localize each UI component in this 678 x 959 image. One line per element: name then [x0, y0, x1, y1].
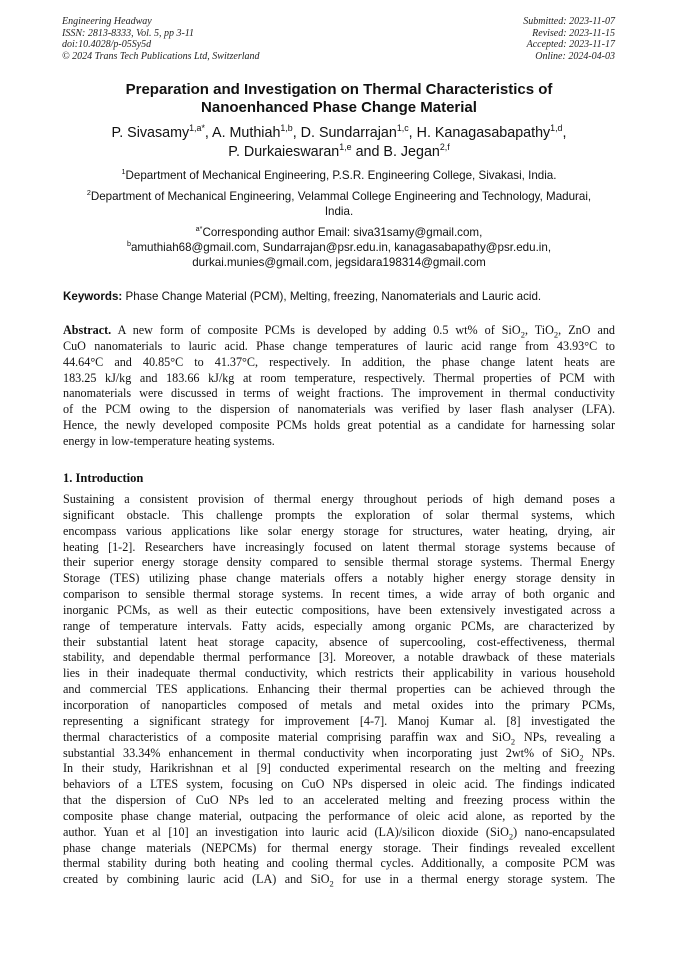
body-text: NPs.	[583, 745, 615, 760]
abstract-line	[63, 323, 615, 339]
subscript: 2	[508, 831, 514, 842]
abstract-line: energy in low-temperature heating systems.	[63, 433, 275, 448]
title-line: Nanoenhanced Phase Change Material	[201, 99, 477, 116]
affiliation-2	[60, 189, 618, 219]
body-text: ) nano-encapsulated	[513, 824, 616, 839]
author-name: B. Jegan	[383, 144, 440, 160]
email-line	[60, 225, 618, 240]
abstract-text: , ZnO and	[558, 323, 616, 337]
body-line	[63, 825, 615, 841]
abstract	[63, 323, 615, 450]
body-line: comparison to sensible thermal storage systems. In recent times, a wide array of both organic and	[63, 587, 615, 602]
author-affiliation-marker: 2,f	[439, 142, 450, 153]
keywords-label: Keywords:	[63, 290, 123, 303]
body-line	[63, 746, 615, 762]
journal-copyright: © 2024 Trans Tech Publications Ltd, Switzerland	[62, 50, 260, 62]
introduction-body	[63, 492, 615, 888]
abstract-line: 44.64°C and 40.85°C to 41.37°C, respectively. In addition, the phase change latent heats are	[63, 354, 615, 369]
abstract-line: nanomaterials were discussed in terms of weight fractions. The improvement in thermal conductivity	[63, 386, 615, 401]
affiliation-text: Department of Mechanical Engineering, Velammal College Engineering and Technology, Madurai,	[90, 190, 592, 203]
affiliation-text: Department of Mechanical Engineering, P.S.R. Engineering College, Sivakasi, India.	[125, 169, 557, 182]
author-name: P. Durkaieswaran	[228, 144, 340, 160]
subscript: 2	[553, 329, 559, 340]
author-affiliation-marker: 1,e	[339, 142, 352, 153]
subscript: 2	[520, 329, 525, 340]
paper-title	[40, 81, 638, 117]
body-line: incorporation of nanoparticles composed of metals and metal oxides into the primary PCMs,	[63, 697, 615, 712]
body-line: thermal stability during both heating and cooling thermal cycles. Additionally, a composite PCM was	[63, 856, 615, 871]
body-text: thermal characteristics of a composite material comprising paraffin wax and SiO	[63, 729, 511, 744]
abstract-line: of the PCM owing to the dispersion of nanomaterials was verified by laser flash analyser (LFA).	[63, 402, 615, 417]
body-line: range of temperature intervals. Fatty acids, especially among organic PCMs, are characterized by	[63, 618, 615, 633]
date-accepted: Accepted: 2023-11-17	[526, 39, 615, 50]
body-line	[63, 730, 615, 746]
body-text: author. Yuan et al [10] an investigation into lauric acid (LA)/silicon dioxide (SiO	[63, 824, 509, 839]
body-line: composite phase change material, outpacing the performance of oleic acid alone, as reported by the	[63, 808, 615, 823]
author-name: A. Muthiah	[212, 125, 281, 141]
abstract-line: 183.25 kJ/kg and 183.66 kJ/kg at room temperature, respectively. Thermal properties of PCM with	[63, 370, 615, 385]
author-name: H. Kanagasabapathy	[416, 125, 551, 141]
body-line: behaviors of a LTES system, focusing on CuO NPs dispersed in oleic acid. The findings indicated	[63, 777, 615, 792]
author-affiliation-marker: 1,b	[280, 123, 293, 134]
body-line: encompass various applications like solar energy storage for structures, water heating, drying, air	[63, 523, 615, 538]
body-line: In their study, Harikrishnan et al [9] conducted experimental research on the melting and freezing	[63, 761, 615, 776]
body-line: phase change materials (NEPCMs) for thermal energy storage. Their findings revealed excellent	[63, 840, 615, 855]
body-text: substantial 33.34% enhancement in thermal conductivity when incorporating just 2wt% of SiO	[63, 745, 580, 760]
affiliation-marker: 2	[86, 188, 91, 198]
body-line: their superior energy storage density compared to sensible thermal storage systems. Thermal Energy	[63, 555, 615, 570]
journal-header	[62, 16, 260, 62]
journal-doi: doi:10.4028/p-05Sy5d	[62, 39, 152, 50]
coauthor-emails: amuthiah68@gmail.com, Sundarrajan@psr.edu.in, kanagasabapathy@psr.edu.in,	[130, 241, 552, 254]
author-affiliation-marker: 1,d	[550, 123, 563, 134]
subscript: 2	[510, 736, 516, 747]
journal-issn: ISSN: 2813-8333, Vol. 5, pp 3-11	[62, 27, 195, 39]
keywords-text: Phase Change Material (PCM), Melting, freezing, Nanomaterials and Lauric acid.	[125, 290, 542, 303]
email-marker: a*	[195, 224, 203, 234]
author-list	[40, 124, 638, 162]
email-block	[60, 225, 618, 270]
date-revised: Revised: 2023-11-15	[532, 27, 615, 39]
body-line	[63, 872, 615, 888]
author-conjunction: and	[355, 144, 380, 160]
email-line	[60, 240, 618, 255]
journal-name: Engineering Headway	[62, 16, 152, 27]
affiliation-1	[60, 168, 618, 183]
body-line: Storage (TES) utilizing phase change materials offers a notably higher energy storage density in	[63, 571, 615, 586]
abstract-text: A new form of composite PCMs is developed by adding 0.5 wt% of SiO	[117, 323, 521, 337]
affiliation-line: India.	[324, 205, 354, 218]
body-text: for use in a thermal energy storage system. The	[333, 872, 616, 887]
corresponding-email: Corresponding author Email: siva31samy@gmail.com,	[202, 226, 483, 239]
author-affiliation-marker: 1,a*	[189, 123, 205, 134]
author-line: P. Sivasamy$^{1,a*}$, A. Muthiah$^{1,b}$, D. Sundarrajan$^{1,c}$, H. Kanagasabapathy$^{1,d}$,	[111, 123, 567, 141]
subscript: 2	[329, 878, 334, 889]
body-line: their substantial latent heat storage capacity, absence of supercooling, cost-effectiveness, thermal	[63, 634, 615, 649]
body-line: that the dispersion of CuO NPs led to an accelerated melting and freezing process within the	[63, 793, 615, 808]
abstract-text: , TiO	[524, 323, 554, 337]
body-line: significant obstacle. This challenge prompts the exploration of solar thermal systems, which	[63, 507, 615, 522]
body-line: representing a significant strategy for improvement [4-7]. Manoj Kumar al. [8] investigated the	[63, 713, 615, 728]
body-line: heating [1-2]. Researchers have increasingly focused on latent thermal storage systems because of	[63, 539, 615, 554]
dates-header	[523, 16, 615, 62]
abstract-line: CuO nanomaterials to lauric acid. Phase change temperatures of lauric acid range from 43.93°C to	[63, 338, 615, 353]
title-line: Preparation and Investigation on Thermal Characteristics of	[125, 81, 553, 98]
subscript: 2	[579, 751, 584, 762]
body-line: inorganic PCMs, as well as their eutectic compositions, have been extensively investigated across a	[63, 602, 615, 617]
date-online: Online: 2024-04-03	[535, 50, 615, 62]
email-line: durkai.munies@gmail.com, jegsidara198314@gmail.com	[192, 256, 486, 269]
author-name: P. Sivasamy	[111, 125, 190, 141]
body-line: lies in their inadequate thermal conductivity, which restricts their applicability in various household	[63, 666, 615, 681]
keywords	[63, 289, 615, 304]
date-submitted: Submitted: 2023-11-07	[523, 16, 615, 27]
abstract-label: Abstract.	[63, 323, 112, 337]
email-marker: b	[126, 239, 131, 249]
body-line: and commercial TES applications. Enhancing their thermal properties can be achieved through the	[63, 682, 615, 697]
body-line: Sustaining a consistent provision of thermal energy throughout periods of high demand poses a	[63, 492, 615, 506]
body-text: NPs, revealing a	[515, 729, 615, 744]
author-name: D. Sundarrajan	[300, 125, 397, 141]
author-line	[40, 143, 638, 162]
body-text: created by combining lauric acid (LA) and SiO	[63, 872, 330, 887]
affiliation-line	[60, 189, 618, 204]
section-heading: 1. Introduction	[63, 471, 144, 485]
abstract-line: Hence, the newly developed composite PCMs holds great potential as a candidate for harnessing solar	[63, 418, 615, 433]
author-affiliation-marker: 1,c	[396, 123, 409, 134]
body-line: stability, and dependable thermal performance [3]. Moreover, a notable drawback of these materials	[63, 650, 615, 665]
affiliation-marker: 1	[121, 167, 126, 177]
